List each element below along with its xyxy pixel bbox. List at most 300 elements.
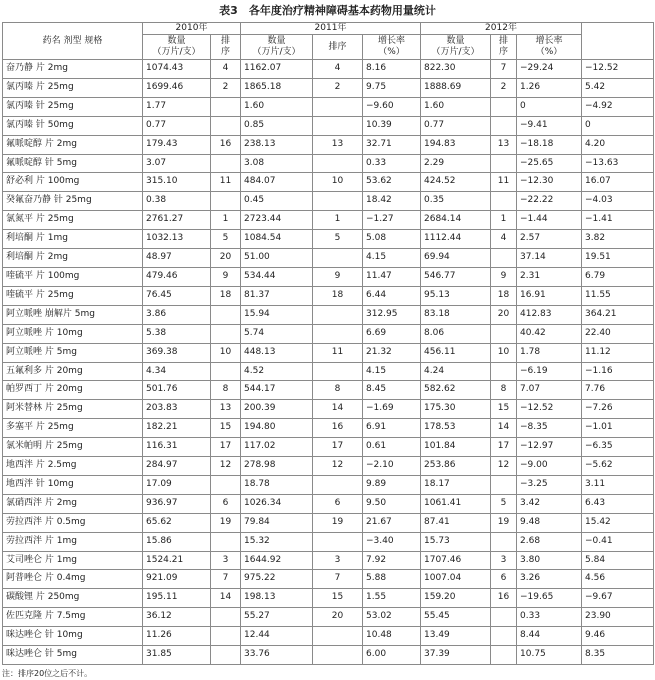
table-row [3, 475, 654, 494]
growth-2012-cell: 40.42 [517, 324, 582, 343]
qty-2011-cell: 484.07 [241, 173, 313, 192]
header-qty-2011: 数量 （万片/支） [241, 35, 313, 60]
extra-value-cell: 3.82 [582, 230, 654, 249]
qty-2012-cell: 2.29 [421, 154, 491, 173]
rank-2010-cell [211, 305, 241, 324]
qty-2012-cell: 37.39 [421, 646, 491, 665]
qty-2011-cell: 1.60 [241, 97, 313, 116]
rank-2011-cell [313, 249, 363, 268]
growth-2012-cell: −12.52 [517, 400, 582, 419]
rank-2011-cell: 4 [313, 60, 363, 79]
qty-2011-cell: 3.08 [241, 154, 313, 173]
table-row [3, 230, 654, 249]
rank-2010-cell [211, 475, 241, 494]
growth-2012-cell: −9.00 [517, 457, 582, 476]
table-row [3, 267, 654, 286]
rank-2011-cell: 2 [313, 78, 363, 97]
qty-2011-cell: 1026.34 [241, 494, 313, 513]
growth-2011-cell: 6.44 [363, 286, 421, 305]
rank-2012-cell [491, 362, 517, 381]
qty-2011-cell: 1162.07 [241, 60, 313, 79]
growth-2011-cell: −1.69 [363, 400, 421, 419]
rank-2010-cell: 13 [211, 400, 241, 419]
qty-2011-cell: 1084.54 [241, 230, 313, 249]
rank-2012-cell: 20 [491, 305, 517, 324]
qty-2010-cell: 195.11 [143, 589, 211, 608]
drug-name-cell: 地西泮 针 10mg [3, 475, 143, 494]
qty-2012-cell: 424.52 [421, 173, 491, 192]
rank-2010-cell: 10 [211, 343, 241, 362]
qty-2010-cell: 76.45 [143, 286, 211, 305]
extra-value-cell: 4.20 [582, 135, 654, 154]
qty-2010-cell: 179.43 [143, 135, 211, 154]
table-body [3, 60, 654, 665]
qty-2011-cell: 12.44 [241, 627, 313, 646]
table-row [3, 457, 654, 476]
rank-2012-cell: 5 [491, 494, 517, 513]
rank-2010-cell: 15 [211, 419, 241, 438]
drug-name-cell: 喹硫平 片 25mg [3, 286, 143, 305]
table-row [3, 116, 654, 135]
table-row [3, 646, 654, 665]
qty-2012-cell: 1.60 [421, 97, 491, 116]
extra-value-cell: −0.41 [582, 532, 654, 551]
rank-2011-cell [313, 475, 363, 494]
rank-2011-cell: 20 [313, 608, 363, 627]
growth-2011-cell: −2.10 [363, 457, 421, 476]
rank-2010-cell: 17 [211, 438, 241, 457]
growth-2012-cell: 9.48 [517, 513, 582, 532]
qty-2010-cell: 3.86 [143, 305, 211, 324]
extra-value-cell: 6.43 [582, 494, 654, 513]
extra-value-cell: −13.63 [582, 154, 654, 173]
table-row [3, 135, 654, 154]
qty-2012-cell: 55.45 [421, 608, 491, 627]
qty-2010-cell: 0.77 [143, 116, 211, 135]
growth-2011-cell: 21.32 [363, 343, 421, 362]
qty-2010-cell: 2761.27 [143, 211, 211, 230]
rank-2012-cell [491, 532, 517, 551]
qty-2011-cell: 534.44 [241, 267, 313, 286]
growth-2011-cell: 6.00 [363, 646, 421, 665]
qty-2011-cell: 194.80 [241, 419, 313, 438]
rank-2010-cell [211, 362, 241, 381]
drug-name-cell: 帕罗西丁 片 20mg [3, 381, 143, 400]
qty-2012-cell: 822.30 [421, 60, 491, 79]
qty-2011-cell: 448.13 [241, 343, 313, 362]
rank-2011-cell: 11 [313, 343, 363, 362]
growth-2012-cell: 3.26 [517, 570, 582, 589]
rank-2010-cell [211, 154, 241, 173]
qty-2012-cell: 0.77 [421, 116, 491, 135]
extra-value-cell: 6.79 [582, 267, 654, 286]
table-row [3, 400, 654, 419]
extra-value-cell: −12.52 [582, 60, 654, 79]
qty-2012-cell: 87.41 [421, 513, 491, 532]
rank-2012-cell: 13 [491, 135, 517, 154]
rank-2010-cell: 20 [211, 249, 241, 268]
rank-2010-cell: 11 [211, 173, 241, 192]
rank-2012-cell [491, 97, 517, 116]
rank-2010-cell: 1 [211, 211, 241, 230]
qty-2012-cell: 1061.41 [421, 494, 491, 513]
qty-2011-cell: 55.27 [241, 608, 313, 627]
header-year-2011: 2011年 [241, 23, 421, 35]
growth-2011-cell: 7.92 [363, 551, 421, 570]
drug-name-cell: 氯氮平 片 25mg [3, 211, 143, 230]
header-qty-2012: 数量 （万片/支） [421, 35, 491, 60]
rank-2012-cell [491, 646, 517, 665]
growth-2011-cell: −1.27 [363, 211, 421, 230]
drug-name-cell: 氟哌啶醇 片 2mg [3, 135, 143, 154]
extra-value-cell: −5.62 [582, 457, 654, 476]
rank-2010-cell: 8 [211, 381, 241, 400]
growth-2012-cell: −29.24 [517, 60, 582, 79]
table-row [3, 589, 654, 608]
qty-2010-cell: 11.26 [143, 627, 211, 646]
growth-2011-cell: 8.16 [363, 60, 421, 79]
growth-2011-cell: 21.67 [363, 513, 421, 532]
qty-2010-cell: 182.21 [143, 419, 211, 438]
footnote: 注：排序20位之后不计。 [2, 669, 93, 678]
growth-2012-cell: −3.25 [517, 475, 582, 494]
header-rank-2010: 排 序 [211, 35, 241, 60]
rank-2011-cell [313, 154, 363, 173]
qty-2010-cell: 1032.13 [143, 230, 211, 249]
extra-value-cell: −1.41 [582, 211, 654, 230]
growth-2011-cell: 9.89 [363, 475, 421, 494]
table-row [3, 305, 654, 324]
qty-2011-cell: 0.45 [241, 192, 313, 211]
growth-2012-cell: 3.80 [517, 551, 582, 570]
rank-2012-cell [491, 627, 517, 646]
qty-2011-cell: 200.39 [241, 400, 313, 419]
qty-2011-cell: 198.13 [241, 589, 313, 608]
rank-2012-cell: 3 [491, 551, 517, 570]
rank-2010-cell: 7 [211, 570, 241, 589]
rank-2010-cell [211, 627, 241, 646]
qty-2012-cell: 175.30 [421, 400, 491, 419]
qty-2012-cell: 18.17 [421, 475, 491, 494]
growth-2011-cell: 312.95 [363, 305, 421, 324]
rank-2011-cell: 10 [313, 173, 363, 192]
qty-2010-cell: 36.12 [143, 608, 211, 627]
growth-2011-cell: 11.47 [363, 267, 421, 286]
drug-name-cell: 阿立哌唑 崩解片 5mg [3, 305, 143, 324]
header-rank-2011: 排序 [313, 35, 363, 60]
qty-2010-cell: 369.38 [143, 343, 211, 362]
rank-2010-cell: 5 [211, 230, 241, 249]
table-row [3, 192, 654, 211]
qty-2010-cell: 3.07 [143, 154, 211, 173]
extra-value-cell: −1.16 [582, 362, 654, 381]
growth-2011-cell: 5.88 [363, 570, 421, 589]
rank-2011-cell [313, 97, 363, 116]
qty-2011-cell: 117.02 [241, 438, 313, 457]
header-qty-2010: 数量 （万片/支） [143, 35, 211, 60]
growth-2012-cell: 2.68 [517, 532, 582, 551]
extra-value-cell: −1.01 [582, 419, 654, 438]
qty-2010-cell: 116.31 [143, 438, 211, 457]
table-row [3, 381, 654, 400]
qty-2011-cell: 18.78 [241, 475, 313, 494]
rank-2010-cell: 2 [211, 78, 241, 97]
rank-2010-cell [211, 608, 241, 627]
drug-usage-table [2, 22, 654, 665]
rank-2011-cell: 12 [313, 457, 363, 476]
qty-2012-cell: 178.53 [421, 419, 491, 438]
drug-name-cell: 艾司唑仑 片 1mg [3, 551, 143, 570]
table-row [3, 570, 654, 589]
growth-2012-cell: −12.97 [517, 438, 582, 457]
qty-2011-cell: 544.17 [241, 381, 313, 400]
qty-2012-cell: 546.77 [421, 267, 491, 286]
extra-value-cell: −7.26 [582, 400, 654, 419]
growth-2012-cell: 1.26 [517, 78, 582, 97]
rank-2010-cell: 19 [211, 513, 241, 532]
growth-2012-cell: 3.42 [517, 494, 582, 513]
rank-2011-cell: 13 [313, 135, 363, 154]
drug-name-cell: 五氟利多 片 20mg [3, 362, 143, 381]
drug-name-cell: 地西泮 片 2.5mg [3, 457, 143, 476]
table-row [3, 324, 654, 343]
rank-2012-cell: 18 [491, 286, 517, 305]
extra-value-cell: 8.35 [582, 646, 654, 665]
qty-2011-cell: 238.13 [241, 135, 313, 154]
qty-2010-cell: 284.97 [143, 457, 211, 476]
header-year-2010: 2010年 [143, 23, 241, 35]
table-row [3, 249, 654, 268]
qty-2012-cell: 101.84 [421, 438, 491, 457]
rank-2010-cell: 9 [211, 267, 241, 286]
growth-2011-cell: 32.71 [363, 135, 421, 154]
rank-2012-cell: 19 [491, 513, 517, 532]
rank-2012-cell [491, 608, 517, 627]
drug-name-cell: 碳酸锂 片 250mg [3, 589, 143, 608]
table-row [3, 97, 654, 116]
drug-name-cell: 奋乃静 片 2mg [3, 60, 143, 79]
qty-2010-cell: 936.97 [143, 494, 211, 513]
table-row [3, 154, 654, 173]
qty-2011-cell: 4.52 [241, 362, 313, 381]
header-rank-2012: 排 序 [491, 35, 517, 60]
rank-2010-cell [211, 192, 241, 211]
rank-2011-cell: 9 [313, 267, 363, 286]
qty-2010-cell: 15.86 [143, 532, 211, 551]
qty-2010-cell: 1699.46 [143, 78, 211, 97]
growth-2011-cell: 6.69 [363, 324, 421, 343]
extra-value-cell: 7.76 [582, 381, 654, 400]
rank-2011-cell: 18 [313, 286, 363, 305]
rank-2012-cell [491, 249, 517, 268]
drug-name-cell: 利培酮 片 1mg [3, 230, 143, 249]
qty-2010-cell: 4.34 [143, 362, 211, 381]
growth-2012-cell: −9.41 [517, 116, 582, 135]
drug-name-cell: 劳拉西泮 片 1mg [3, 532, 143, 551]
drug-name-cell: 咪达唑仑 针 5mg [3, 646, 143, 665]
rank-2010-cell: 14 [211, 589, 241, 608]
table-row [3, 60, 654, 79]
rank-2011-cell [313, 532, 363, 551]
drug-name-cell: 阿米替林 片 25mg [3, 400, 143, 419]
growth-2011-cell: 18.42 [363, 192, 421, 211]
table-row [3, 419, 654, 438]
qty-2011-cell: 5.74 [241, 324, 313, 343]
extra-value-cell: −6.35 [582, 438, 654, 457]
rank-2011-cell [313, 305, 363, 324]
extra-value-cell: 0 [582, 116, 654, 135]
rank-2011-cell: 14 [313, 400, 363, 419]
qty-2011-cell: 2723.44 [241, 211, 313, 230]
extra-value-cell: 19.51 [582, 249, 654, 268]
table-row [3, 343, 654, 362]
qty-2011-cell: 0.85 [241, 116, 313, 135]
qty-2011-cell: 278.98 [241, 457, 313, 476]
table-row [3, 551, 654, 570]
growth-2011-cell: 9.75 [363, 78, 421, 97]
drug-name-cell: 利培酮 片 2mg [3, 249, 143, 268]
rank-2010-cell: 6 [211, 494, 241, 513]
rank-2012-cell [491, 116, 517, 135]
rank-2011-cell [313, 362, 363, 381]
table-row [3, 438, 654, 457]
qty-2011-cell: 51.00 [241, 249, 313, 268]
growth-2011-cell: 10.48 [363, 627, 421, 646]
growth-2011-cell: 4.15 [363, 249, 421, 268]
drug-name-cell: 氯米帕明 片 25mg [3, 438, 143, 457]
rank-2010-cell: 12 [211, 457, 241, 476]
rank-2011-cell: 8 [313, 381, 363, 400]
extra-value-cell: 23.90 [582, 608, 654, 627]
table-row [3, 362, 654, 381]
qty-2011-cell: 1865.18 [241, 78, 313, 97]
drug-name-cell: 阿立哌唑 片 10mg [3, 324, 143, 343]
header-growth-2012: 增长率 （%） [517, 35, 582, 60]
extra-value-cell: 364.21 [582, 305, 654, 324]
qty-2012-cell: 4.24 [421, 362, 491, 381]
qty-2010-cell: 921.09 [143, 570, 211, 589]
qty-2010-cell: 203.83 [143, 400, 211, 419]
growth-2011-cell: 0.33 [363, 154, 421, 173]
growth-2011-cell: 53.62 [363, 173, 421, 192]
qty-2010-cell: 501.76 [143, 381, 211, 400]
qty-2010-cell: 1074.43 [143, 60, 211, 79]
rank-2012-cell: 1 [491, 211, 517, 230]
growth-2011-cell: 10.39 [363, 116, 421, 135]
growth-2011-cell: 6.91 [363, 419, 421, 438]
growth-2012-cell: 1.78 [517, 343, 582, 362]
rank-2012-cell: 16 [491, 589, 517, 608]
growth-2011-cell: −3.40 [363, 532, 421, 551]
qty-2010-cell: 31.85 [143, 646, 211, 665]
growth-2012-cell: 8.44 [517, 627, 582, 646]
header-drug: 药名 剂型 规格 [3, 23, 143, 60]
rank-2012-cell: 4 [491, 230, 517, 249]
qty-2012-cell: 15.73 [421, 532, 491, 551]
rank-2012-cell [491, 324, 517, 343]
header-growth-2011: 增长率 （%） [363, 35, 421, 60]
rank-2012-cell: 15 [491, 400, 517, 419]
extra-value-cell: −4.92 [582, 97, 654, 116]
qty-2012-cell: 83.18 [421, 305, 491, 324]
qty-2011-cell: 15.94 [241, 305, 313, 324]
growth-2012-cell: −12.30 [517, 173, 582, 192]
rank-2011-cell [313, 192, 363, 211]
growth-2012-cell: 2.31 [517, 267, 582, 286]
extra-value-cell: 11.12 [582, 343, 654, 362]
qty-2010-cell: 315.10 [143, 173, 211, 192]
growth-2012-cell: 2.57 [517, 230, 582, 249]
growth-2012-cell: 37.14 [517, 249, 582, 268]
qty-2012-cell: 0.35 [421, 192, 491, 211]
qty-2012-cell: 95.13 [421, 286, 491, 305]
drug-name-cell: 咪达唑仑 针 10mg [3, 627, 143, 646]
rank-2012-cell: 10 [491, 343, 517, 362]
qty-2012-cell: 582.62 [421, 381, 491, 400]
rank-2011-cell: 5 [313, 230, 363, 249]
table-row [3, 513, 654, 532]
qty-2012-cell: 194.83 [421, 135, 491, 154]
rank-2012-cell: 17 [491, 438, 517, 457]
growth-2012-cell: −6.19 [517, 362, 582, 381]
rank-2011-cell: 1 [313, 211, 363, 230]
growth-2012-cell: −19.65 [517, 589, 582, 608]
rank-2011-cell: 17 [313, 438, 363, 457]
qty-2011-cell: 33.76 [241, 646, 313, 665]
table-row [3, 494, 654, 513]
rank-2011-cell [313, 627, 363, 646]
drug-name-cell: 氯丙嗪 针 25mg [3, 97, 143, 116]
rank-2011-cell: 3 [313, 551, 363, 570]
rank-2010-cell [211, 97, 241, 116]
rank-2012-cell: 9 [491, 267, 517, 286]
extra-value-cell: 22.40 [582, 324, 654, 343]
extra-value-cell: 9.46 [582, 627, 654, 646]
rank-2012-cell [491, 154, 517, 173]
qty-2010-cell: 48.97 [143, 249, 211, 268]
rank-2010-cell: 16 [211, 135, 241, 154]
extra-value-cell: 5.42 [582, 78, 654, 97]
drug-name-cell: 氯丙嗪 针 50mg [3, 116, 143, 135]
table-row [3, 211, 654, 230]
qty-2011-cell: 15.32 [241, 532, 313, 551]
qty-2010-cell: 1524.21 [143, 551, 211, 570]
qty-2012-cell: 1888.69 [421, 78, 491, 97]
rank-2012-cell: 14 [491, 419, 517, 438]
rank-2012-cell: 7 [491, 60, 517, 79]
header-extra [582, 23, 654, 60]
extra-value-cell: 3.11 [582, 475, 654, 494]
growth-2012-cell: 412.83 [517, 305, 582, 324]
extra-value-cell: 4.56 [582, 570, 654, 589]
qty-2010-cell: 479.46 [143, 267, 211, 286]
qty-2010-cell: 0.38 [143, 192, 211, 211]
rank-2010-cell [211, 646, 241, 665]
drug-name-cell: 劳拉西泮 片 0.5mg [3, 513, 143, 532]
drug-name-cell: 多塞平 片 25mg [3, 419, 143, 438]
qty-2012-cell: 1007.04 [421, 570, 491, 589]
rank-2011-cell: 16 [313, 419, 363, 438]
drug-name-cell: 阿立哌唑 片 5mg [3, 343, 143, 362]
table-row [3, 627, 654, 646]
rank-2012-cell [491, 192, 517, 211]
qty-2011-cell: 81.37 [241, 286, 313, 305]
growth-2012-cell: −22.22 [517, 192, 582, 211]
table-row [3, 173, 654, 192]
rank-2011-cell [313, 646, 363, 665]
growth-2012-cell: −18.18 [517, 135, 582, 154]
rank-2010-cell: 4 [211, 60, 241, 79]
